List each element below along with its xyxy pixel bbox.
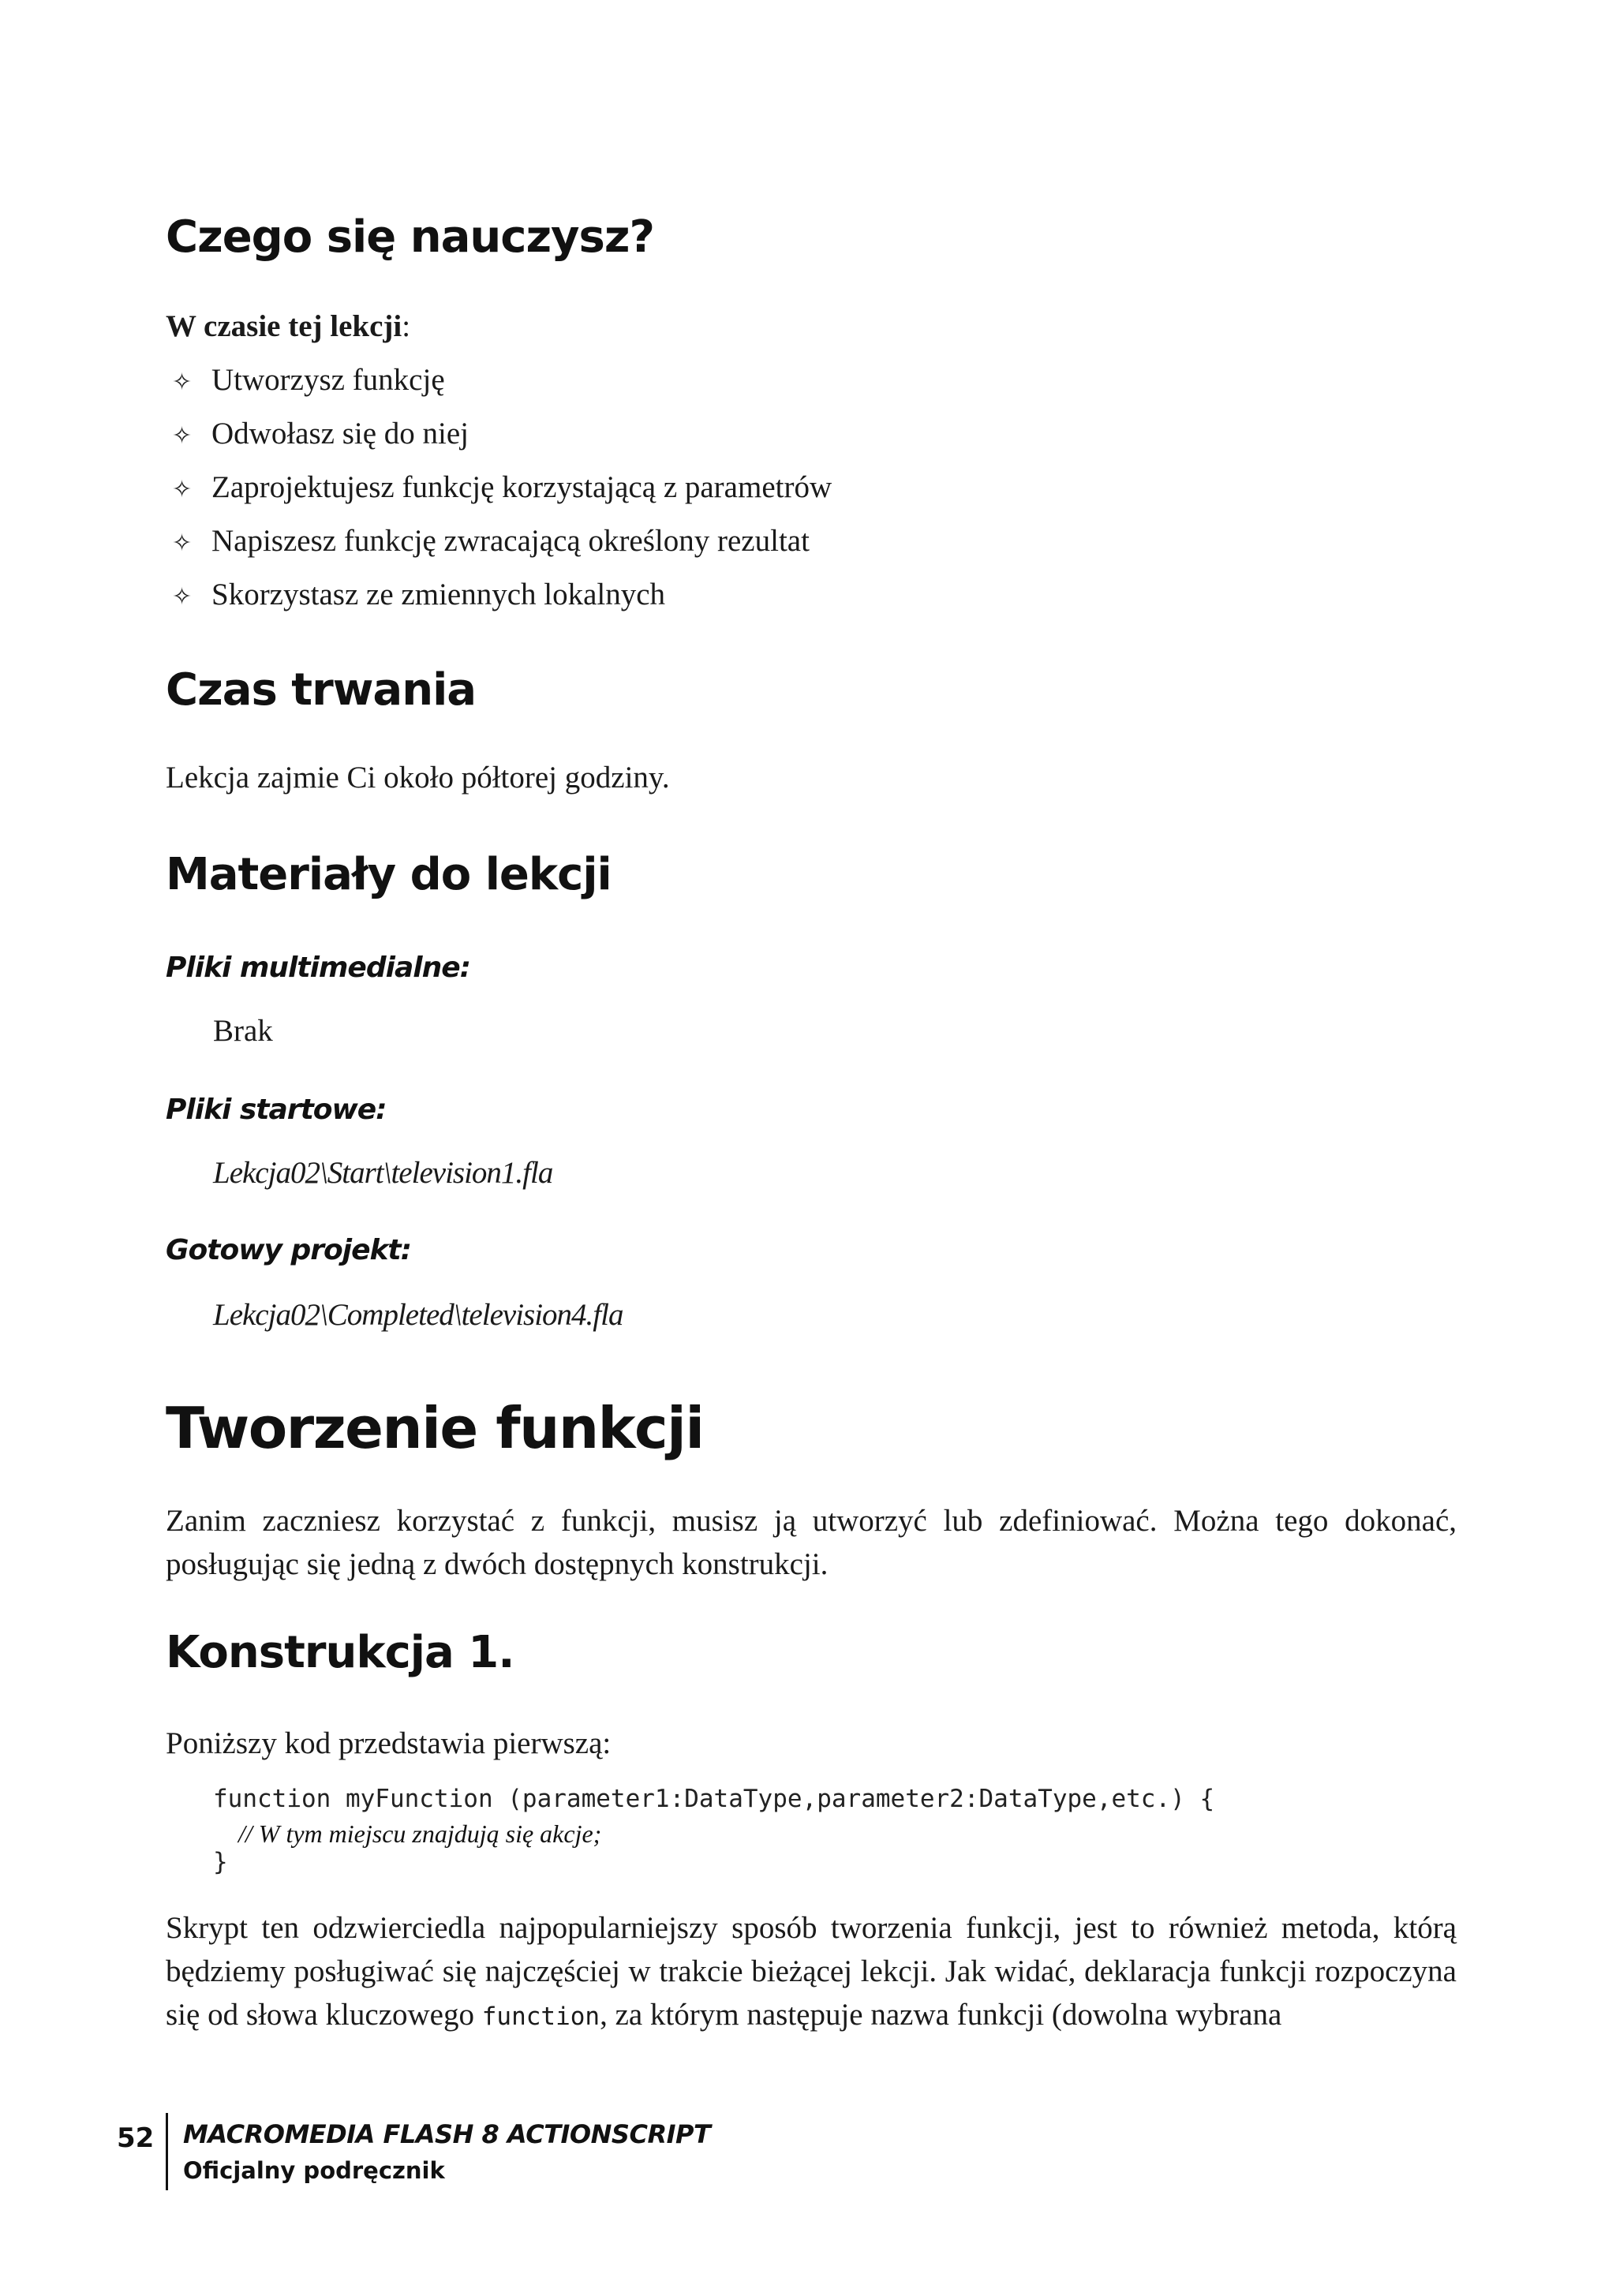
page-number: 52	[117, 2122, 155, 2154]
body-text: Skrypt ten odzwierciedla najpopularniejszy sposób tworzenia funkcji, jest to również metoda, którą będziemy posługiwać się najczęściej w trakcie bieżącej lekcji. Jak widać, deklaracja funkcji rozpoczyna się od słowa kluczowego	[166, 1911, 1457, 2032]
create-functions-paragraph: Zanim zaczniesz korzystać z funkcji, musisz ją utworzyć lub zdefiniować. Można tego dokonać, posługując się jedną z dwóch dostępnych konstrukcji.	[166, 1504, 1457, 1581]
sparkle-bullet-icon: ✧	[172, 422, 193, 450]
footer-book-title: MACROMEDIA FLASH 8 ACTIONSCRIPT	[183, 2119, 711, 2149]
code-comment: // W tym miejscu znajdują się akcje;	[238, 1819, 602, 1848]
media-files-value: Brak	[213, 1014, 273, 1048]
list-item	[172, 407, 832, 461]
list-item	[172, 568, 832, 622]
sparkle-bullet-icon: ✧	[172, 529, 193, 557]
heading-duration: Czas trwania	[166, 664, 477, 716]
footer-divider	[166, 2113, 168, 2190]
learn-objectives-list	[172, 353, 832, 622]
list-item-text: Zaprojektujesz funkcję korzystającą z parametrów	[211, 470, 832, 504]
inline-code-keyword: function	[481, 2002, 600, 2031]
sparkle-bullet-icon: ✧	[172, 583, 193, 611]
list-item	[172, 353, 832, 407]
list-item-text: Odwołasz się do niej	[211, 417, 469, 451]
body-text-continued: , za którym następuje nazwa funkcji (dowolna wybrana	[600, 1998, 1282, 2032]
list-item-text: Skorzystasz ze zmiennych lokalnych	[211, 578, 666, 611]
sparkle-bullet-icon: ✧	[172, 368, 193, 396]
construct-1-body	[166, 1906, 1457, 2039]
list-item	[172, 514, 832, 568]
construct-1-intro: Poniższy kod przedstawia pierwszą:	[166, 1726, 612, 1760]
duration-text: Lekcja zajmie Ci około półtorej godziny.	[166, 761, 670, 795]
heading-construct-1: Konstrukcja 1.	[166, 1627, 514, 1678]
list-item	[172, 461, 832, 514]
learn-lead-colon: :	[402, 309, 411, 343]
heading-materials: Materiały do lekcji	[166, 849, 612, 900]
learn-lead-text: W czasie tej lekcji	[166, 309, 402, 343]
media-files-label: Pliki multimedialne:	[166, 952, 471, 984]
list-item-text: Napiszesz funkcję zwracającą określony rezultat	[211, 524, 810, 558]
footer-book-subtitle: Oficjalny podręcznik	[183, 2157, 445, 2184]
code-closing-brace: }	[213, 1848, 228, 1876]
start-files-value: Lekcja02\Start\television1.fla	[213, 1156, 553, 1190]
learn-lead	[166, 308, 410, 346]
final-project-value: Lekcja02\Completed\television4.fla	[213, 1298, 623, 1332]
heading-create-functions: Tworzenie funkcji	[166, 1395, 704, 1461]
heading-learn: Czego się nauczysz?	[166, 211, 654, 263]
list-item-text: Utworzysz funkcję	[211, 363, 445, 397]
start-files-label: Pliki startowe:	[166, 1094, 387, 1126]
final-project-label: Gotowy projekt:	[166, 1234, 412, 1266]
code-line-function: function myFunction (parameter1:DataType,parameter2:DataType,etc.) {	[213, 1785, 1215, 1813]
sparkle-bullet-icon: ✧	[172, 476, 193, 503]
